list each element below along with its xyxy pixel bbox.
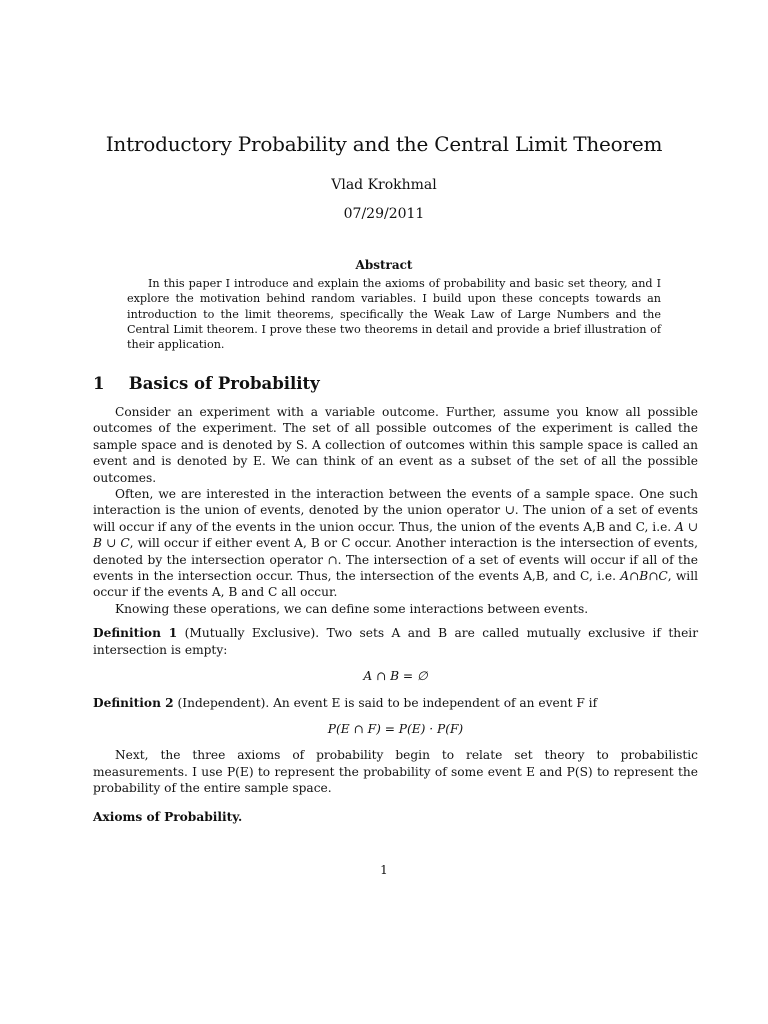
paragraph-4: Next, the three axioms of probability begin to relate set theory to probabilistic measurements. I use P(E) to represent the probability of some event E and P(S) to represent the probability of the entire sample space.: [93, 748, 698, 796]
definition-1-label: Definition 1: [93, 626, 178, 641]
paragraph-2-part-c: , will occur if the events A, B and C all occur.: [93, 569, 699, 600]
paper-date: 07/29/2011: [343, 206, 425, 222]
paragraph-3: Knowing these operations, we can define some interactions between events.: [115, 601, 589, 616]
definition-1-name: (Mutually Exclusive).: [184, 626, 320, 641]
author-name: Vlad Krokhmal: [331, 177, 437, 193]
definition-1: [93, 625, 698, 658]
paragraph-1: Consider an experiment with a variable outcome. Further, assume you know all possible outcomes of the experiment. The set of all possible outcomes of the experiment is called the sample space and is denoted by S. A collection of outcomes within this sample space is called an event and is denoted by E. We can think of an event as a subset of the set of all the possible outcomes.: [93, 405, 698, 485]
axioms-heading: Axioms of Probability.: [93, 809, 243, 824]
paragraph-2-part-b: , will occur if either event A, B or C occur. Another interaction is the intersection of events, denoted by the intersection operator ∩. The intersection of a set of events will occur if all of the events in the intersection occur. Thus, the intersection of the events A,B, and C, i.e.: [93, 536, 698, 584]
section-number: 1: [93, 374, 105, 393]
section-heading: [93, 374, 320, 393]
paragraph-2: [93, 486, 698, 601]
section-title: Basics of Probability: [128, 374, 320, 393]
definition-1-text: Two sets A and B are called mutually exclusive if their intersection is empty:: [93, 626, 699, 657]
page-number: 1: [380, 863, 388, 877]
definition-2-label: Definition 2: [93, 695, 174, 710]
abstract-heading: Abstract: [355, 258, 413, 272]
definition-2: [93, 695, 698, 711]
intersection-expression: A∩B∩C: [620, 569, 668, 584]
abstract-text: In this paper I introduce and explain the axioms of probability and basic set theory, and I explore the motivation behind random variables. I build upon these concepts towards an introduction to the limit theorems, specifically the Weak Law of Large Numbers and the Central Limit theorem. I prove these two theorems in detail and provide a brief illustration of their application.: [127, 277, 661, 352]
union-expression: A ∪ B ∪ C: [93, 519, 698, 551]
paragraph-2-part-a: Often, we are interested in the interaction between the events of a sample space. One such interaction is the union of events, denoted by the union operator ∪. The union of a set of events will occur if any of the events in the union occur. Thus, the union of the events A,B and C, i.e.: [93, 487, 698, 534]
definition-2-text: An event E is said to be independent of an event F if: [273, 695, 598, 710]
definition-2-name: (Independent).: [177, 695, 270, 710]
definition-2-equation: P(E ∩ F) = P(E) · P(F): [327, 721, 464, 736]
paper-title: Introductory Probability and the Central Limit Theorem: [105, 132, 663, 156]
body-text: [93, 404, 698, 825]
definition-1-equation: A ∩ B = ∅: [363, 669, 428, 684]
